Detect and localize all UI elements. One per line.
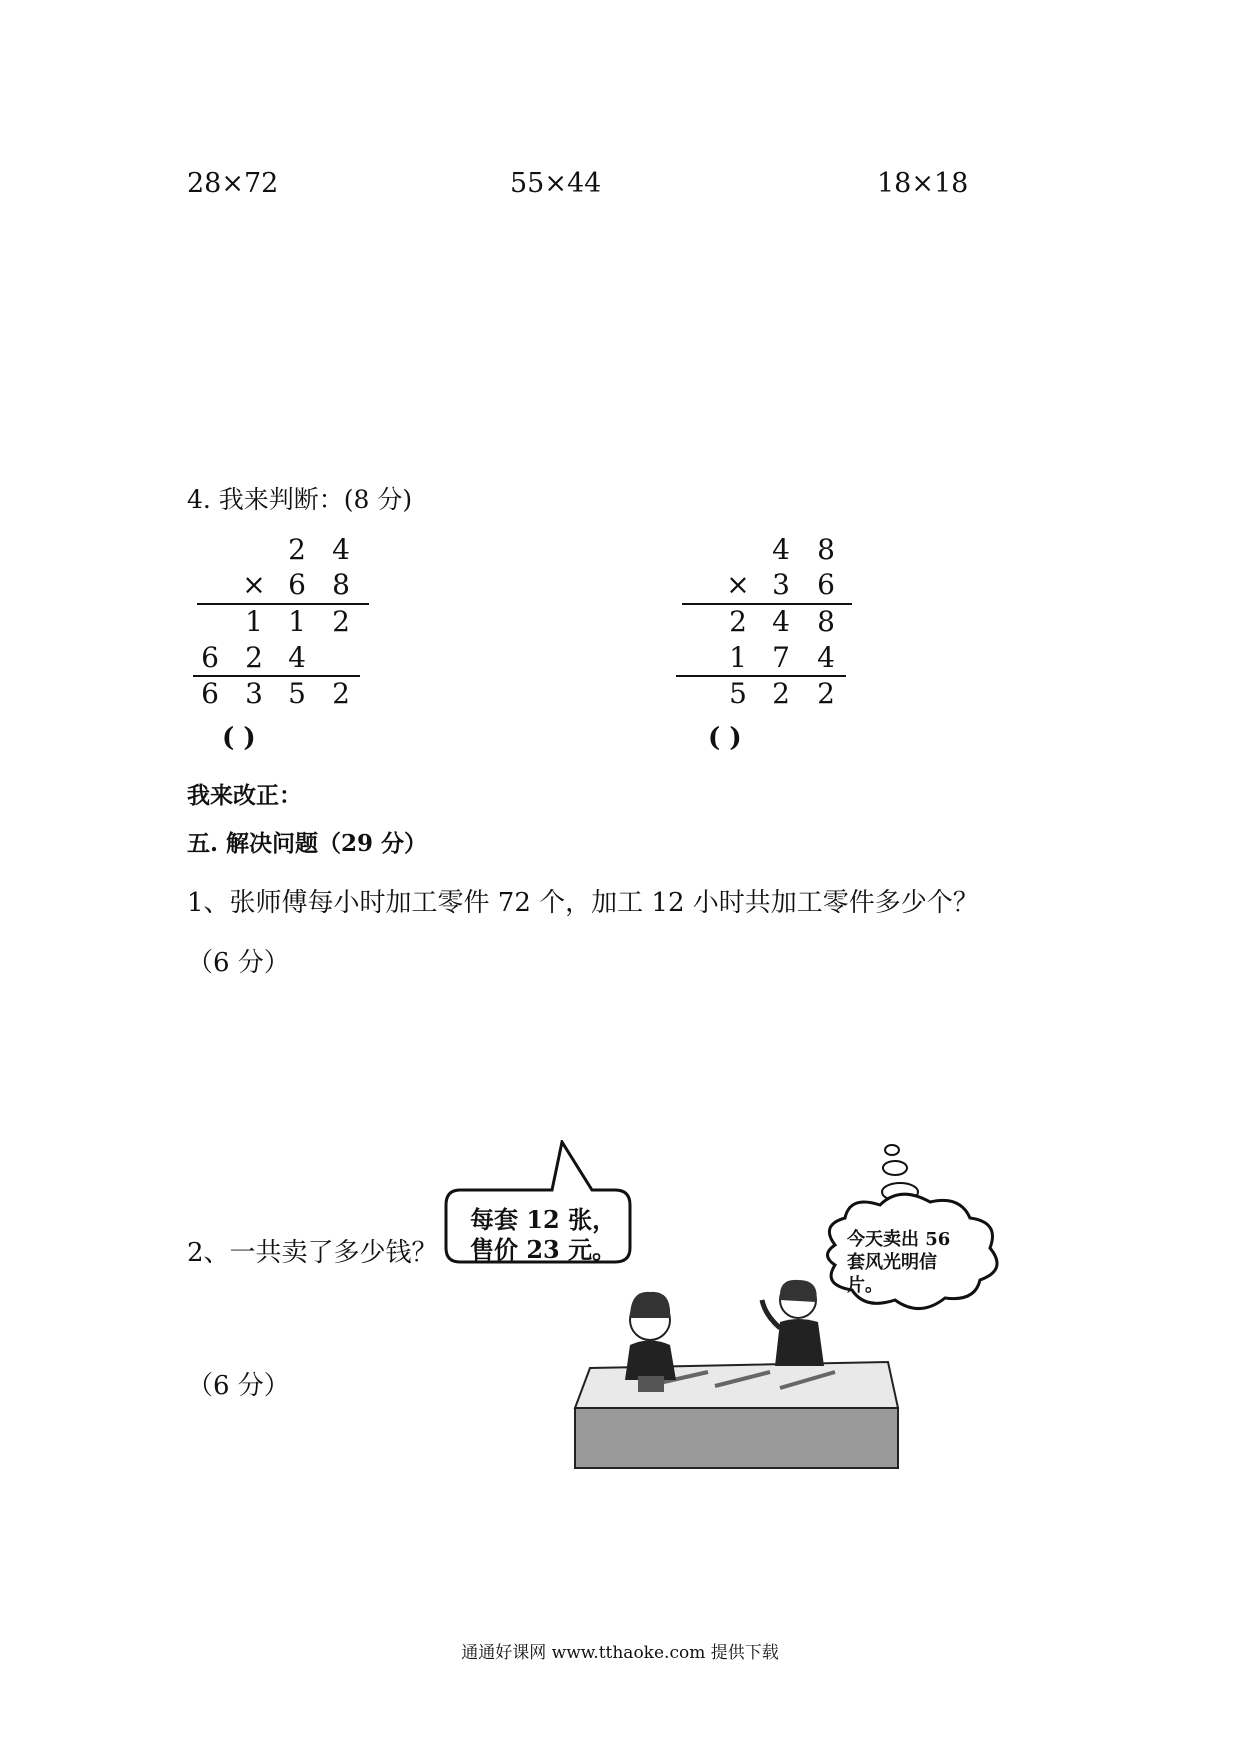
digit: 1 bbox=[245, 605, 263, 638]
digit: 6 bbox=[288, 568, 306, 601]
digit: 4 bbox=[817, 641, 835, 674]
counter-front bbox=[575, 1408, 898, 1468]
digit: 4 bbox=[332, 533, 350, 566]
expression-1: 28×72 bbox=[187, 168, 279, 199]
speech-text-line1: 每套 12 张， bbox=[470, 1205, 617, 1234]
digit: 8 bbox=[817, 533, 835, 566]
footer: 通通好课网 www.tthaoke.com 提供下载 bbox=[461, 1643, 779, 1663]
thought-text-line3: 片。 bbox=[847, 1275, 883, 1296]
woman-hair bbox=[780, 1280, 817, 1302]
thought-dot bbox=[883, 1161, 907, 1175]
section5-title: 五. 解决问题（29 分） bbox=[187, 830, 428, 857]
illustration-svg bbox=[440, 1140, 1040, 1470]
digit: 5 bbox=[729, 677, 747, 710]
question-2-score: （6 分） bbox=[187, 1371, 290, 1401]
postcard-in-hand bbox=[638, 1376, 664, 1392]
digit: 4 bbox=[772, 533, 790, 566]
times-sign: × bbox=[242, 568, 266, 601]
digit: 2 bbox=[245, 641, 263, 674]
digit: 1 bbox=[288, 605, 306, 638]
question-1-text: 1、张师傅每小时加工零件 72 个，加工 12 小时共加工零件多少个？ bbox=[187, 888, 979, 918]
section4-title: 4. 我来判断：(8 分) bbox=[187, 485, 413, 514]
answer-blank[interactable]: ( ) bbox=[708, 723, 742, 753]
digit: 5 bbox=[288, 677, 306, 710]
correction-label: 我来改正： bbox=[187, 782, 302, 809]
thought-dot bbox=[885, 1145, 899, 1155]
digit: 4 bbox=[772, 605, 790, 638]
digit: 8 bbox=[332, 568, 350, 601]
digit: 2 bbox=[288, 533, 306, 566]
digit: 2 bbox=[772, 677, 790, 710]
counter-top bbox=[575, 1362, 898, 1408]
answer-blank[interactable]: ( ) bbox=[222, 723, 256, 753]
speech-text-line2: 售价 23 元。 bbox=[470, 1235, 617, 1264]
girl-body bbox=[625, 1341, 676, 1381]
digit: 6 bbox=[817, 568, 835, 601]
digit: 1 bbox=[729, 641, 747, 674]
digit: 4 bbox=[288, 641, 306, 674]
digit: 7 bbox=[772, 641, 790, 674]
thought-text-line2: 套风光明信 bbox=[847, 1252, 937, 1273]
digit: 3 bbox=[772, 568, 790, 601]
question-2-text: 2、一共卖了多少钱？ bbox=[187, 1238, 438, 1268]
digit: 8 bbox=[817, 605, 835, 638]
digit: 2 bbox=[817, 677, 835, 710]
thought-text-line1: 今天卖出 56 bbox=[847, 1229, 951, 1250]
expression-2: 55×44 bbox=[510, 168, 602, 199]
woman-arm bbox=[762, 1300, 780, 1328]
digit: 3 bbox=[245, 677, 263, 710]
digit: 2 bbox=[729, 605, 747, 638]
digit: 6 bbox=[201, 677, 219, 710]
postcard-illustration bbox=[440, 1140, 1040, 1470]
woman-body bbox=[775, 1319, 824, 1366]
times-sign: × bbox=[726, 568, 750, 601]
question-1-score: （6 分） bbox=[187, 948, 290, 978]
digit: 2 bbox=[332, 605, 350, 638]
girl-hair bbox=[630, 1292, 670, 1318]
expression-3: 18×18 bbox=[877, 168, 969, 199]
digit: 6 bbox=[201, 641, 219, 674]
digit: 2 bbox=[332, 677, 350, 710]
